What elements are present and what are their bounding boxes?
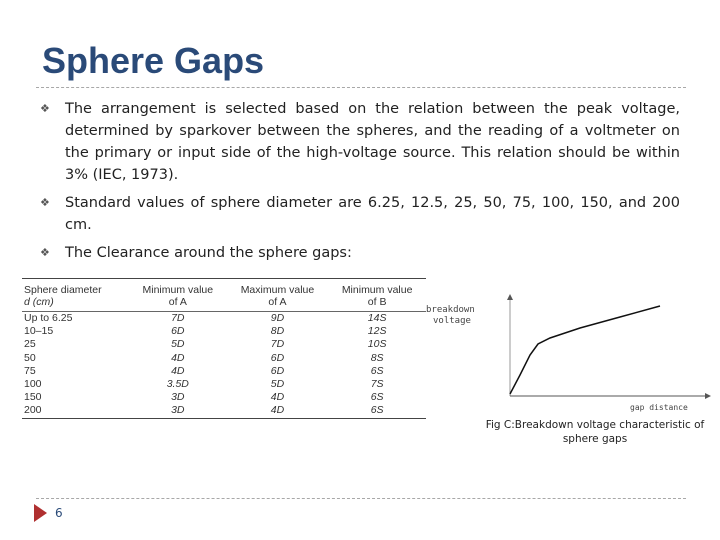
table-cell: 3D xyxy=(171,391,185,404)
table-cell: 7D xyxy=(171,312,185,324)
header-max-a: Maximum value of A xyxy=(227,279,329,312)
table-cell: 200 xyxy=(24,404,42,417)
bullet-icon: ❖ xyxy=(40,246,50,259)
title-divider xyxy=(36,87,686,88)
table-row xyxy=(22,378,426,391)
table-cell: 6S xyxy=(370,391,384,404)
table-cell: 6D xyxy=(270,364,285,377)
table-row xyxy=(22,391,426,404)
bullet-item: ❖ The Clearance around the sphere gaps: xyxy=(40,242,680,264)
bullet-item: ❖ Standard values of sphere diameter are 6.25, 12.5, 25, 50, 75, 100, 150, and 200 cm. xyxy=(40,192,680,236)
table-cell: 6S xyxy=(370,364,384,377)
footer-divider xyxy=(36,498,686,499)
clearance-table xyxy=(22,278,426,419)
table-row xyxy=(22,312,426,326)
x-axis-arrow-icon xyxy=(705,393,711,399)
breakdown-curve xyxy=(510,306,660,394)
breakdown-chart xyxy=(420,280,720,415)
table-cell: 6D xyxy=(270,351,285,364)
y-label-line1: breakdown xyxy=(426,305,475,315)
table-cell: 4D xyxy=(171,351,185,364)
page-number: 6 xyxy=(55,506,63,520)
table-cell: 3.5D xyxy=(166,378,189,391)
table-row xyxy=(22,338,426,351)
table-cell: 4D xyxy=(270,391,285,404)
bullet-list xyxy=(40,98,680,270)
header-min-b: Minimum value of B xyxy=(328,279,426,312)
table-cell: 6S xyxy=(370,404,384,417)
table-cell: 4D xyxy=(270,404,285,417)
header-diameter: Sphere diameter d (cm) xyxy=(22,279,129,312)
table-cell: 7D xyxy=(270,338,285,351)
table-cell: 8D xyxy=(270,325,285,338)
table-cell: 50 xyxy=(24,351,36,364)
x-label: gap distance xyxy=(630,403,688,412)
table-cell: Up to 6.25 xyxy=(24,312,73,324)
table-cell: 5D xyxy=(270,378,285,391)
table-row xyxy=(22,404,426,418)
footer-arrow-icon xyxy=(34,504,47,522)
table-cell: 7S xyxy=(370,378,384,391)
slide-title: Sphere Gaps xyxy=(42,40,265,81)
table-row xyxy=(22,365,426,378)
table-cell: 10S xyxy=(367,338,387,351)
bullet-item: ❖ The arrangement is selected based on the relation between the peak voltage, determined by sparkover between the spheres, and the reading of a voltmeter on the primary or input side of the high-voltage source. This relation should be within 3% (IEC, 1973). xyxy=(40,98,680,186)
table-cell: 6D xyxy=(171,325,185,338)
bullet-icon: ❖ xyxy=(40,102,50,115)
y-axis-arrow-icon xyxy=(507,294,513,300)
table-row xyxy=(22,352,426,365)
y-label-line2: voltage xyxy=(433,316,471,326)
figure-caption: Fig C:Breakdown voltage characteristic of sphere gaps xyxy=(485,419,705,445)
bullet-icon: ❖ xyxy=(40,196,50,209)
table-row xyxy=(22,325,426,338)
header-min-a: Minimum value of A xyxy=(129,279,227,312)
table-cell: 10–15 xyxy=(24,325,54,338)
table-cell: 3D xyxy=(171,404,185,417)
table-cell: 12S xyxy=(367,325,387,338)
table-cell: 5D xyxy=(171,338,185,351)
table-cell: 4D xyxy=(171,364,185,377)
table-cell: 75 xyxy=(24,364,36,377)
table-cell: 8S xyxy=(370,351,384,364)
table-cell: 150 xyxy=(24,391,42,404)
table-cell: 25 xyxy=(24,338,36,351)
table-cell: 14S xyxy=(367,312,387,324)
table-cell: 9D xyxy=(270,312,285,324)
table-cell: 100 xyxy=(24,378,42,391)
